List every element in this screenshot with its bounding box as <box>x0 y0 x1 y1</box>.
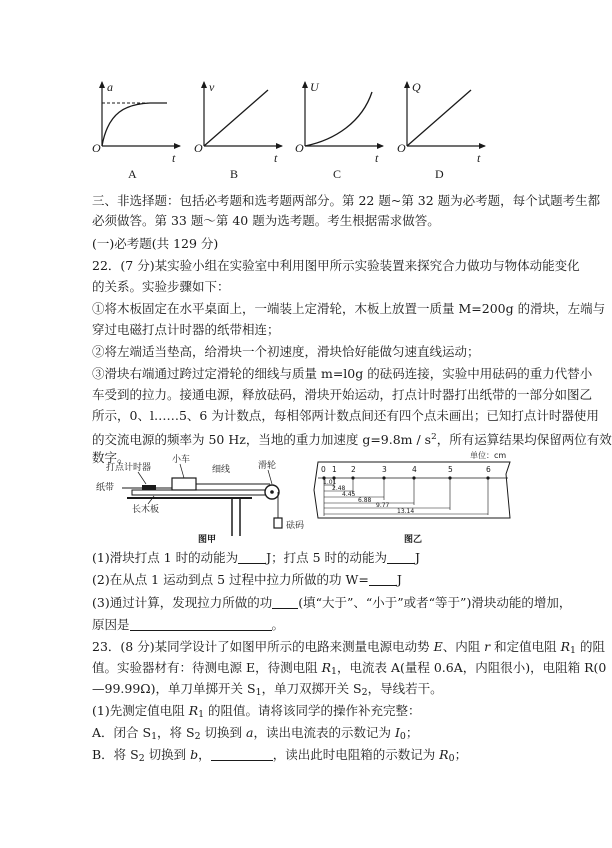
q23-l6-s2-sub: 2 <box>138 752 145 764</box>
q22-line-3: ①将木板固定在水平桌面上，一端装上定滑轮，木板上放置一质量 M=200g 的滑块，左端与 <box>92 301 606 316</box>
graph-c <box>295 80 383 181</box>
q23-l1b: 、内阻 <box>442 639 485 654</box>
graph-a-origin: O <box>92 141 101 155</box>
q23-line-6 <box>92 745 512 769</box>
q23-l6b: 切换到 <box>144 747 191 762</box>
graph-a <box>92 80 180 181</box>
label-tape: 纸带 <box>96 483 115 493</box>
answer-blank-work[interactable] <box>369 571 397 586</box>
figure-b-caption: 图乙 <box>404 535 423 545</box>
pulley-axle <box>270 490 274 494</box>
q22-line-6: ③滑块右端通过跨过定滑轮的细线与质量 m=l0g 的砝码连接，实验中用砝码的重力代替小 <box>92 366 593 381</box>
q22-part-3-reason <box>92 615 512 635</box>
q22-part-3c: 原因是 <box>92 617 130 632</box>
q23-R1c-sub: 1 <box>198 708 205 720</box>
q22-part-3d: 。 <box>271 617 285 632</box>
q23-l2a: 值。实验器材有：待测电源 E，待测电阻 <box>92 660 322 675</box>
answer-blank-reason[interactable] <box>130 616 272 631</box>
q23-s1-sub: 1 <box>255 686 262 698</box>
graph-d-xlabel: t <box>477 151 481 165</box>
label-thread: 细线 <box>212 465 231 475</box>
option-graphs-svg <box>0 0 600 185</box>
option-graphs <box>0 0 600 185</box>
q22-line-1: 22．(7 分)某实验小组在实验室中利用图甲所示实验装置来探究合力做功与物体动能变化 <box>92 258 580 273</box>
tape-d6: 13.14 <box>397 508 415 515</box>
q23-b: b <box>190 747 199 762</box>
tape-d3: 4.45 <box>342 491 356 498</box>
q23-R1b-sub: 1 <box>331 665 337 677</box>
answer-blank-compare[interactable] <box>272 594 298 609</box>
graph-a-ylabel: a <box>107 80 113 94</box>
long-board <box>132 490 272 495</box>
graph-c-xlabel: t <box>375 151 379 165</box>
q22-figures <box>92 448 522 546</box>
graph-d-origin: O <box>397 141 406 155</box>
q22-part-3b: (填“大于”、“小于”或者“等于”)滑块动能的增加， <box>298 595 572 610</box>
figure-b-tape <box>314 450 510 545</box>
q23-l6d: ，读出此时电阻箱的示数记为 <box>272 747 440 762</box>
answer-blank-ek1[interactable] <box>238 549 266 564</box>
q22-line-9a: 的交流电源的频率为 50 Hz，当地的重力加速度 g=9.8m / s <box>92 431 432 447</box>
tape-point-1: 1 <box>332 465 337 474</box>
q22-part-3 <box>92 593 572 613</box>
q23-R1-sub: 1 <box>570 644 576 656</box>
graph-d <box>397 80 485 181</box>
q23-l5-s2-sub: 2 <box>194 730 201 742</box>
q22-line-8: 所示，0、l……5、6 为计数点，每相邻两计数点间还有四个点未画出；已知打点计时器使用 <box>92 408 599 423</box>
graph-c-caption: C <box>333 167 342 181</box>
q22-part-1a: (1)滑块打点 1 时的动能为 <box>92 550 239 565</box>
graph-d-ylabel: Q <box>412 80 421 94</box>
q22-figures-svg <box>92 448 522 546</box>
q23-l6c: ， <box>198 747 211 762</box>
q23-line-4 <box>92 701 512 725</box>
answer-blank-ek5[interactable] <box>387 549 415 564</box>
tape-point-3: 3 <box>382 465 387 474</box>
graph-c-curve <box>305 92 372 146</box>
q23-l5-s1-sub: 1 <box>151 730 158 742</box>
q23-R0-sub: 0 <box>448 752 455 764</box>
graph-c-origin: O <box>295 141 304 155</box>
q23-l6a: B．将 S <box>92 747 139 762</box>
q23-l3d: ，导线若干。 <box>367 681 443 696</box>
q22-line-2: 的关系。实验步骤如下： <box>92 279 230 294</box>
q23-omega: Ω <box>140 681 151 696</box>
q22-line-9b: ，所有运算结果均保留两位有效 <box>436 431 612 447</box>
q23-l1c: 和定值电阻 <box>490 639 561 654</box>
graph-b-ylabel: v <box>209 80 215 94</box>
q22-line-5: ②将左端适当垫高，给滑块一个初速度，滑块恰好能做匀速直线运动； <box>92 344 480 359</box>
q22-part-3a: (3)通过计算，发现拉力所做的功 <box>92 595 273 610</box>
q23-l5a: A．闭合 S <box>92 725 152 740</box>
q23-s2-sub: 2 <box>361 686 368 698</box>
q23-l1d: 的阻 <box>576 639 605 654</box>
tape-d1: 1.01 <box>323 479 337 486</box>
tape-d5: 9.77 <box>376 502 390 509</box>
graph-a-caption: A <box>128 167 137 181</box>
section3-line-2: 必须做答。第 33 题～第 40 题为选考题。考生根据需求做答。 <box>92 213 440 228</box>
q22-part-2a: (2)在从点 1 运动到点 5 过程中拉力所做的功 W= <box>92 572 369 587</box>
q22-part-2b: J <box>396 572 402 587</box>
cart-block <box>172 478 196 490</box>
q23-l5d: ，读出电流表的示数记为 <box>253 725 395 740</box>
q23-R0: R <box>439 747 449 762</box>
q23-l3c: ，单刀双掷开关 S <box>261 681 362 696</box>
q22-line-10: 数字。 <box>92 450 130 465</box>
q23-l5e: ； <box>405 725 419 740</box>
section3-line-1: 三、非选择题：包括必考题和选考题两部分。第 22 题~第 32 题为必考题，每个试题考生都 <box>92 193 601 208</box>
q22-part-1 <box>92 548 512 568</box>
tape-d4: 6.88 <box>358 497 372 504</box>
leader-pulley <box>268 470 272 484</box>
graph-d-caption: D <box>435 167 444 181</box>
q23-l3a: —99.99 <box>92 681 141 696</box>
q23-l6e: ； <box>454 747 468 762</box>
section3-line-3: (一)必考题(共 129 分) <box>92 236 219 251</box>
graph-b <box>194 80 282 181</box>
tape-point-5: 5 <box>448 465 453 474</box>
q23-l3b: )，单刀单掷开关 S <box>150 681 256 696</box>
graph-d-line <box>407 90 471 146</box>
label-timer: 打点计时器 <box>106 463 152 473</box>
label-pulley: 滑轮 <box>258 461 277 471</box>
q22-line-4: 穿过电磁打点计时器的纸带相连； <box>92 322 280 337</box>
label-cart: 小车 <box>172 455 191 465</box>
q23-line-3 <box>92 679 512 703</box>
q22-line-9-sup: 2 <box>431 432 437 442</box>
q23-l5b: ，将 S <box>157 725 195 740</box>
figure-a-caption: 图甲 <box>198 535 217 545</box>
graph-a-curve <box>102 103 167 146</box>
q23-line-5 <box>92 723 512 747</box>
q22-part-2 <box>92 570 512 590</box>
label-weight: 砝码 <box>286 521 305 531</box>
q23-R1: R <box>560 639 571 654</box>
answer-blank-step-b[interactable] <box>211 746 273 761</box>
q23-E: E <box>433 639 443 654</box>
q23-r: r <box>484 639 491 654</box>
q23-l2b: ，电流表 A(量程 0.6A，内阻很小)，电阻箱 R(0 <box>336 660 607 675</box>
q23-I0: I <box>394 725 400 740</box>
q23-l4b: 的阻值。请将该同学的操作补充完整： <box>204 703 421 718</box>
label-board: 长木板 <box>132 505 160 515</box>
q23-R1c: R <box>188 703 199 718</box>
tape-point-4: 4 <box>412 465 417 474</box>
q23-a: a <box>246 725 254 740</box>
leader-timer <box>138 472 146 484</box>
q22-line-7: 车受到的拉力。接通电源，释放砝码，滑块开始运动，打点计时器打出纸带的一部分如图乙 <box>92 387 593 402</box>
tape-point-0: 0 <box>321 465 326 474</box>
tape-d2: 2.48 <box>332 485 346 492</box>
graph-c-ylabel: U <box>310 80 319 94</box>
graph-b-line <box>204 90 268 146</box>
q22-line-9 <box>92 427 612 450</box>
graph-b-caption: B <box>230 167 239 181</box>
tape-point-6: 6 <box>486 465 491 474</box>
q22-part-1c: J <box>415 550 421 565</box>
q23-R1b: R <box>321 660 331 675</box>
q22-part-1b: J；打点 5 时的动能为 <box>266 550 388 565</box>
q23-l1a: 23．(8 分)某同学设计了如图甲所示的电路来测量电源电动势 <box>92 639 434 654</box>
q23-I0-sub: 0 <box>399 730 406 742</box>
tape-point-2: 2 <box>351 465 356 474</box>
graph-b-xlabel: t <box>274 151 278 165</box>
q23-l4a: (1)先测定值电阻 <box>92 703 189 718</box>
graph-a-xlabel: t <box>172 151 176 165</box>
q23-l5c: 切换到 <box>200 725 247 740</box>
leader-cart <box>180 464 184 478</box>
tape-unit: 单位：cm <box>470 451 507 460</box>
figure-a-apparatus <box>96 453 304 545</box>
hanging-weight <box>274 518 282 528</box>
graph-b-origin: O <box>194 141 203 155</box>
